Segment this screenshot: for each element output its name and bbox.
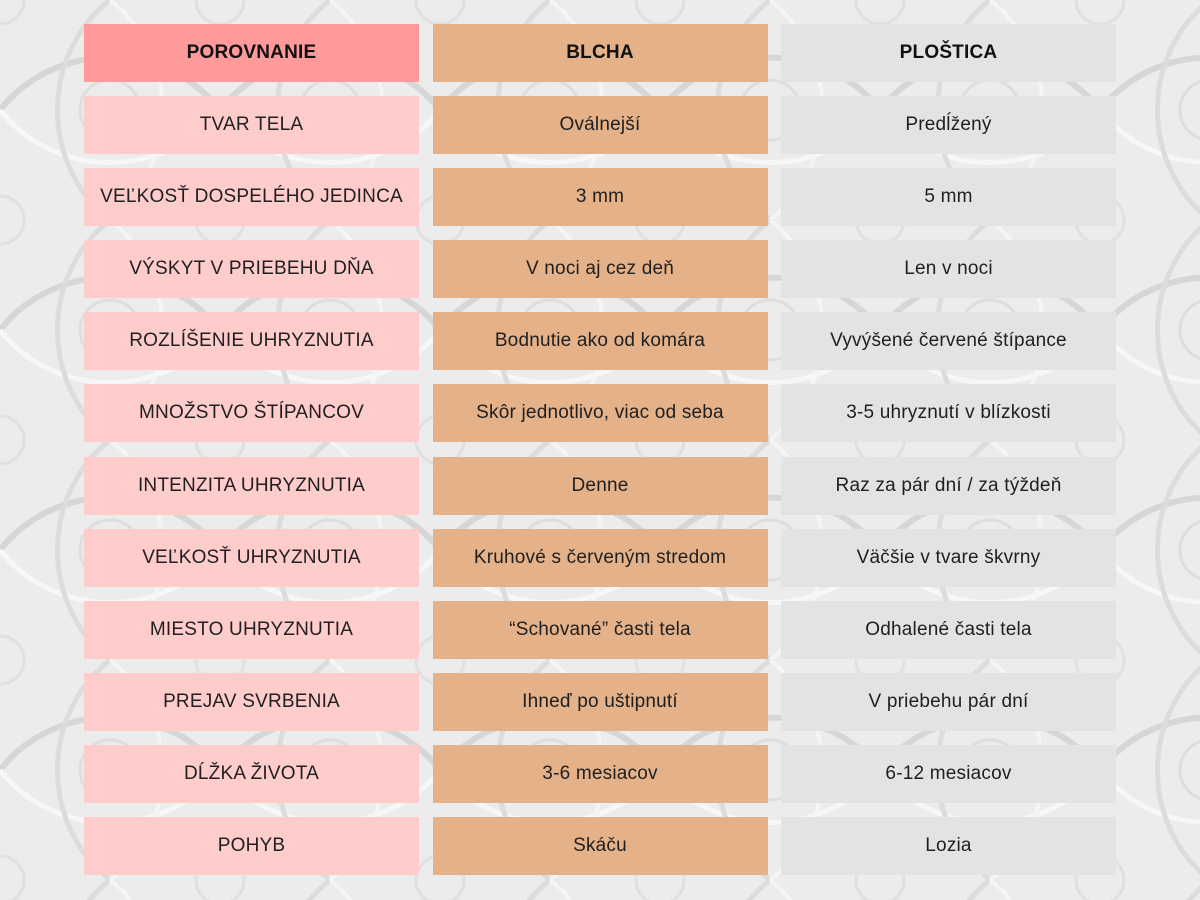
- flea-value: Skôr jednotlivo, viac od seba: [433, 384, 768, 442]
- row-label: ROZLÍŠENIE UHRYZNUTIA: [84, 312, 419, 370]
- flea-value: “Schované” časti tela: [433, 601, 768, 659]
- row-label: PREJAV SVRBENIA: [84, 673, 419, 731]
- bedbug-value: 3-5 uhryznutí v blízkosti: [781, 384, 1116, 442]
- flea-value: Bodnutie ako od komára: [433, 312, 768, 370]
- flea-value: Oválnejší: [433, 96, 768, 154]
- row-label: POHYB: [84, 817, 419, 875]
- row-label: VÝSKYT V PRIEBEHU DŇA: [84, 240, 419, 298]
- header-bedbug: PLOŠTICA: [781, 24, 1116, 82]
- flea-value: Denne: [433, 457, 768, 515]
- flea-value: 3 mm: [433, 168, 768, 226]
- bedbug-value: Raz za pár dní / za týždeň: [781, 457, 1116, 515]
- flea-value: Skáču: [433, 817, 768, 875]
- row-label: TVAR TELA: [84, 96, 419, 154]
- bedbug-value: Predĺžený: [781, 96, 1116, 154]
- bedbug-value: Odhalené časti tela: [781, 601, 1116, 659]
- flea-value: Kruhové s červeným stredom: [433, 529, 768, 587]
- flea-value: Ihneď po uštipnutí: [433, 673, 768, 731]
- flea-value: 3-6 mesiacov: [433, 745, 768, 803]
- comparison-table: [84, 24, 1116, 875]
- row-label: INTENZITA UHRYZNUTIA: [84, 457, 419, 515]
- bedbug-value: 5 mm: [781, 168, 1116, 226]
- flea-value: V noci aj cez deň: [433, 240, 768, 298]
- bedbug-value: Len v noci: [781, 240, 1116, 298]
- bedbug-value: V priebehu pár dní: [781, 673, 1116, 731]
- bedbug-value: Vyvýšené červené štípance: [781, 312, 1116, 370]
- bedbug-value: 6-12 mesiacov: [781, 745, 1116, 803]
- header-comparison: POROVNANIE: [84, 24, 419, 82]
- bedbug-value: Väčšie v tvare škvrny: [781, 529, 1116, 587]
- row-label: MNOŽSTVO ŠTÍPANCOV: [84, 384, 419, 442]
- bedbug-value: Lozia: [781, 817, 1116, 875]
- header-flea: BLCHA: [433, 24, 768, 82]
- row-label: VEĽKOSŤ UHRYZNUTIA: [84, 529, 419, 587]
- row-label: VEĽKOSŤ DOSPELÉHO JEDINCA: [84, 168, 419, 226]
- row-label: MIESTO UHRYZNUTIA: [84, 601, 419, 659]
- row-label: DĹŽKA ŽIVOTA: [84, 745, 419, 803]
